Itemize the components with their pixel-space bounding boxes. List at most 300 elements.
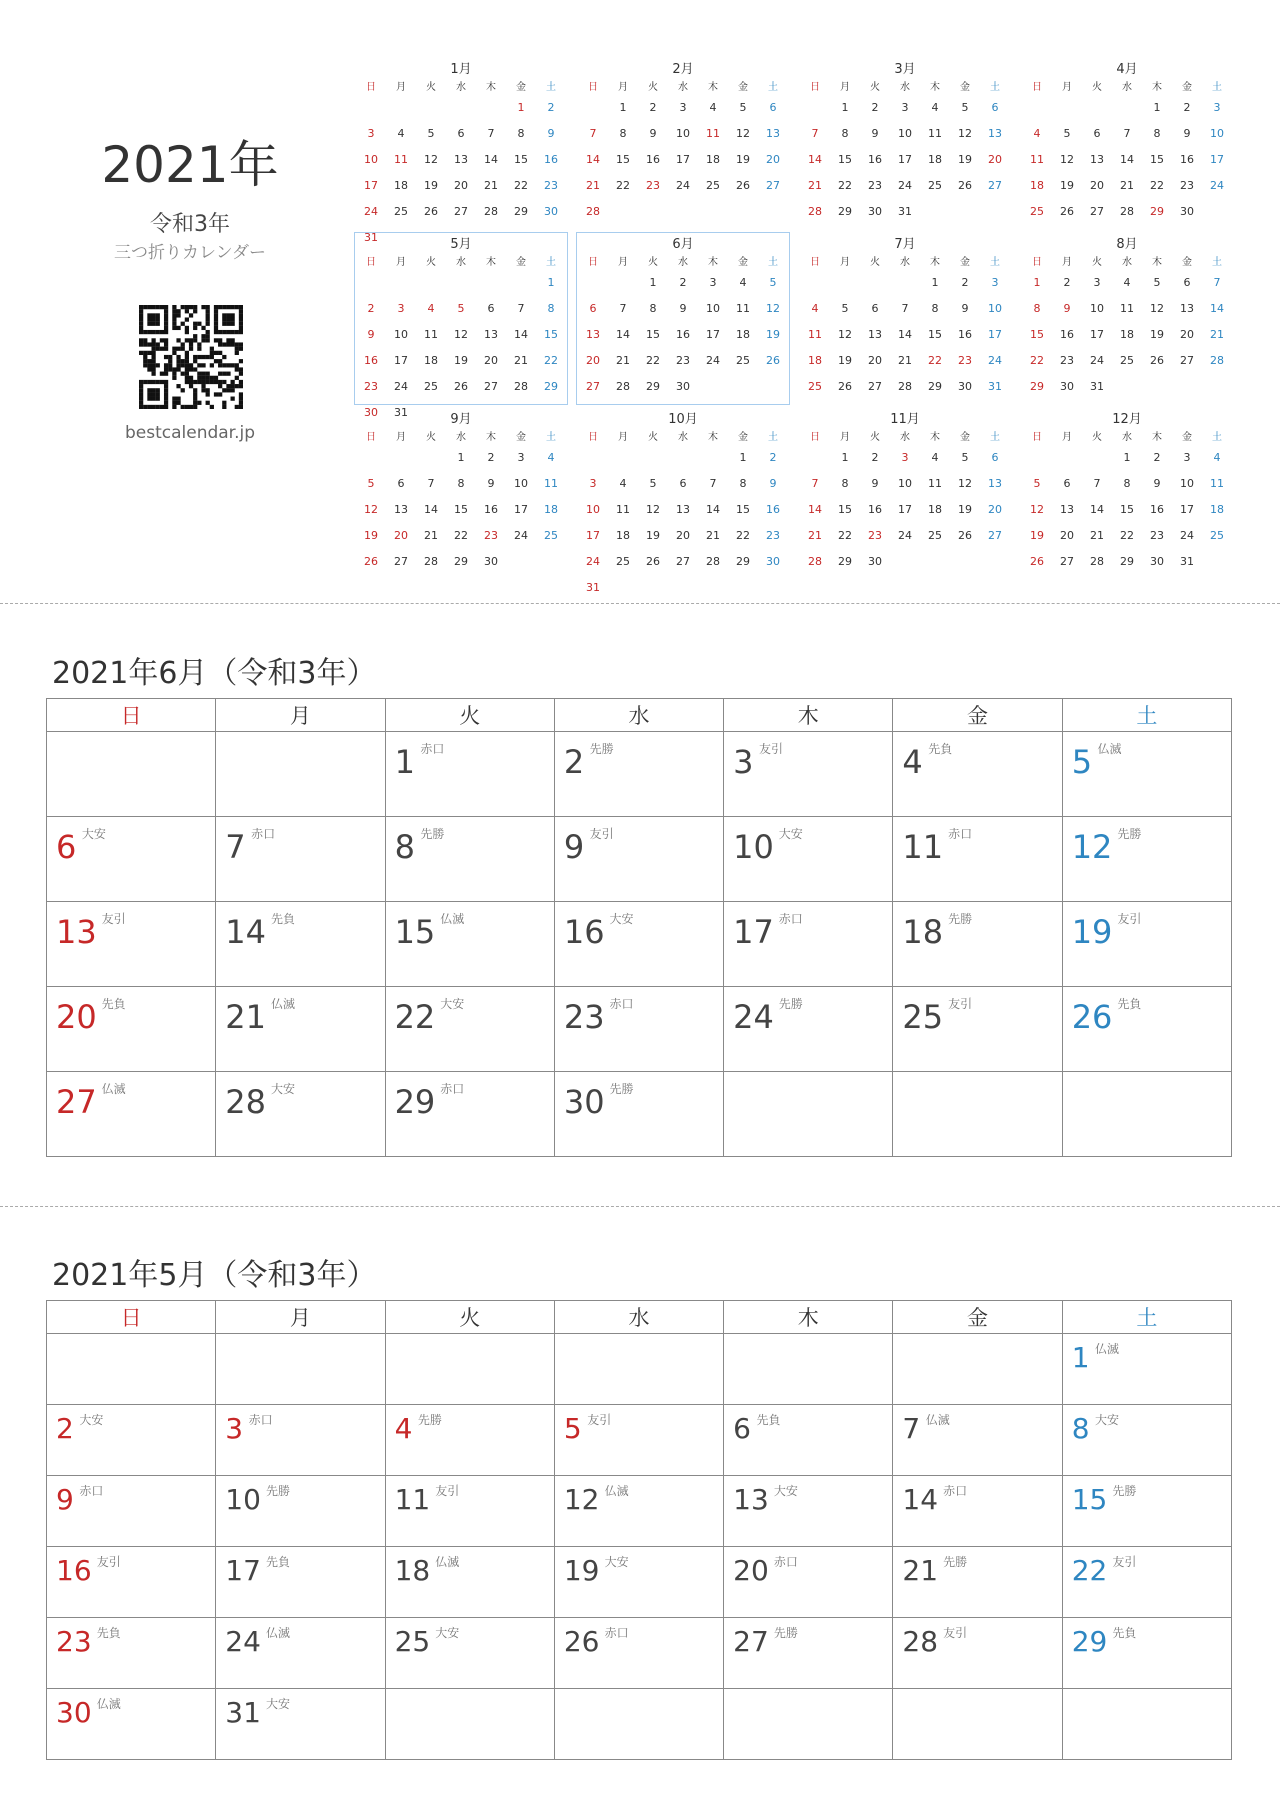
day-cell[interactable]: [1062, 1334, 1231, 1405]
mini-day: 22: [454, 529, 468, 542]
day-cell[interactable]: [216, 902, 385, 987]
mini-day: 6: [589, 302, 597, 315]
mini-weekday: 火: [1092, 82, 1102, 93]
day-cell[interactable]: [385, 1547, 554, 1618]
mini-day: 24: [988, 354, 1002, 367]
mini-day: 13: [988, 127, 1002, 140]
day-cell[interactable]: [893, 1689, 1062, 1760]
day-cell[interactable]: [893, 1072, 1062, 1157]
rokuyo-label: 大安: [1095, 1413, 1120, 1427]
mini-day: 27: [1090, 205, 1104, 218]
mini-week-row: [578, 150, 788, 176]
rokuyo-label: 友引: [1112, 1555, 1137, 1569]
mini-week-row: [578, 500, 788, 526]
rokuyo-label: 先負: [266, 1555, 291, 1569]
qr-code-icon[interactable]: [139, 305, 243, 409]
rokuyo-label: 先勝: [773, 1626, 798, 1640]
mini-weekday: 水: [456, 432, 466, 443]
mini-day: 10: [586, 503, 600, 516]
rokuyo-label: 大安: [609, 912, 634, 926]
day-cell[interactable]: [724, 1618, 893, 1689]
mini-month: [1022, 62, 1232, 228]
mini-week-row: [800, 98, 1010, 124]
day-cell[interactable]: [893, 987, 1062, 1072]
mini-weekday: 月: [1062, 257, 1072, 268]
mini-day: [668, 202, 698, 228]
mini-day: 13: [586, 328, 600, 341]
mini-day: 15: [1150, 153, 1164, 166]
mini-day: 10: [514, 477, 528, 490]
mini-day: 27: [484, 380, 498, 393]
day-number: 15: [1071, 1483, 1108, 1516]
day-cell[interactable]: [893, 732, 1062, 817]
day-cell[interactable]: [216, 987, 385, 1072]
mini-day: 4: [1033, 127, 1041, 140]
mini-day: 29: [1030, 380, 1044, 393]
mini-day: 3: [679, 101, 687, 114]
mini-day: 21: [424, 529, 438, 542]
day-cell[interactable]: [47, 1547, 216, 1618]
week-row: [47, 1476, 1232, 1547]
day-number: 29: [1071, 1625, 1108, 1658]
day-cell[interactable]: [1062, 1476, 1231, 1547]
mini-day: 20: [454, 179, 468, 192]
day-cell[interactable]: [385, 1618, 554, 1689]
day-cell[interactable]: [216, 1072, 385, 1157]
rokuyo-label: 赤口: [248, 1413, 273, 1427]
mini-day: 8: [1123, 477, 1131, 490]
mini-day: 16: [646, 153, 660, 166]
mini-day: 23: [1060, 354, 1074, 367]
day-cell[interactable]: [47, 902, 216, 987]
mini-day: 15: [646, 328, 660, 341]
mini-day: 18: [1030, 179, 1044, 192]
day-number: 24: [225, 1625, 261, 1658]
day-cell[interactable]: [385, 732, 554, 817]
mini-day: 24: [676, 179, 690, 192]
mini-day: [890, 273, 920, 299]
mini-weekday: 水: [456, 82, 466, 93]
week-row: [47, 817, 1232, 902]
day-cell[interactable]: [47, 1334, 216, 1405]
day-cell[interactable]: [47, 1476, 216, 1547]
mini-day: 24: [1210, 179, 1224, 192]
mini-day: 5: [841, 302, 849, 315]
mini-day: 20: [1090, 179, 1104, 192]
mini-day: 30: [364, 406, 378, 419]
mini-weekday: 月: [396, 82, 406, 93]
mini-day: 1: [547, 276, 555, 289]
mini-weekday: 火: [426, 82, 436, 93]
day-cell[interactable]: [47, 1618, 216, 1689]
day-cell[interactable]: [1062, 987, 1231, 1072]
mini-day: 18: [1210, 503, 1224, 516]
day-cell[interactable]: [216, 1689, 385, 1760]
day-cell[interactable]: [554, 1072, 723, 1157]
mini-day: 15: [454, 503, 468, 516]
day-cell[interactable]: [385, 902, 554, 987]
mini-weekday: 月: [618, 82, 628, 93]
mini-day: [698, 578, 728, 604]
day-cell[interactable]: [554, 732, 723, 817]
mini-day: 15: [616, 153, 630, 166]
mini-day: 30: [958, 380, 972, 393]
mini-day: 1: [517, 101, 525, 114]
mini-weekday: 土: [768, 257, 778, 268]
mini-day: 4: [547, 451, 555, 464]
day-cell[interactable]: [216, 1405, 385, 1476]
day-cell[interactable]: [1062, 1618, 1231, 1689]
day-cell[interactable]: [1062, 1405, 1231, 1476]
day-cell[interactable]: [385, 817, 554, 902]
mini-day: 14: [898, 328, 912, 341]
day-cell[interactable]: [554, 1476, 723, 1547]
day-number: 23: [563, 998, 605, 1036]
day-number: 12: [563, 1483, 600, 1516]
mini-week-row: [1022, 124, 1232, 150]
mini-day: [950, 552, 980, 578]
mini-weekday: 木: [1152, 82, 1162, 93]
mini-day: 21: [1090, 529, 1104, 542]
day-number: 1: [394, 743, 415, 781]
day-cell[interactable]: [1062, 732, 1231, 817]
mini-day: 6: [991, 101, 999, 114]
mini-weekday: 水: [1122, 432, 1132, 443]
mini-day: 1: [1033, 276, 1041, 289]
mini-weekday: 火: [870, 82, 880, 93]
mini-weekday: 水: [678, 432, 688, 443]
may-calendar: [46, 1300, 1232, 1760]
mini-week-row: [356, 500, 566, 526]
day-number: 3: [733, 743, 754, 781]
mini-day: 21: [484, 179, 498, 192]
rokuyo-label: 仏滅: [604, 1484, 629, 1498]
mini-day: 28: [808, 555, 822, 568]
day-cell[interactable]: [47, 1405, 216, 1476]
day-cell[interactable]: [47, 1689, 216, 1760]
mini-day: 29: [454, 555, 468, 568]
day-cell[interactable]: [724, 1072, 893, 1157]
day-cell[interactable]: [216, 1334, 385, 1405]
mini-weekday: 月: [618, 257, 628, 268]
mini-weekday: 火: [426, 432, 436, 443]
mini-day: 2: [1153, 451, 1161, 464]
mini-day: 27: [988, 529, 1002, 542]
day-cell[interactable]: [216, 817, 385, 902]
day-cell[interactable]: [385, 1476, 554, 1547]
mini-day: 26: [1150, 354, 1164, 367]
rokuyo-label: 仏滅: [435, 1555, 460, 1569]
mini-day: 8: [739, 477, 747, 490]
mini-day: 1: [457, 451, 465, 464]
day-cell[interactable]: [893, 1334, 1062, 1405]
mini-day: [758, 578, 788, 604]
mini-day: [476, 98, 506, 124]
day-cell[interactable]: [724, 987, 893, 1072]
mini-day: 1: [739, 451, 747, 464]
mini-day: 15: [736, 503, 750, 516]
mini-day: 19: [958, 503, 972, 516]
mini-month: [1022, 237, 1232, 403]
mini-day: 3: [901, 451, 909, 464]
rokuyo-label: 大安: [435, 1626, 460, 1640]
site-url[interactable]: bestcalendar.jp: [124, 423, 256, 443]
mini-day: 23: [1180, 179, 1194, 192]
mini-week-row: [1022, 377, 1232, 403]
mini-day: 4: [709, 101, 717, 114]
mini-day: [950, 202, 980, 228]
mini-day: 12: [958, 127, 972, 140]
day-number: 4: [394, 1412, 413, 1445]
mini-weekday: 金: [738, 82, 748, 93]
mini-day: 5: [1033, 477, 1041, 490]
mini-day: 21: [514, 354, 528, 367]
day-cell[interactable]: [385, 987, 554, 1072]
day-cell[interactable]: [893, 1476, 1062, 1547]
mini-day: 25: [424, 380, 438, 393]
mini-day: 16: [766, 503, 780, 516]
day-number: 18: [394, 1554, 431, 1587]
mini-weekday: 火: [870, 257, 880, 268]
day-cell[interactable]: [385, 1334, 554, 1405]
rokuyo-label: 赤口: [251, 827, 276, 841]
day-number: 30: [563, 1083, 605, 1121]
mini-day: 10: [1180, 477, 1194, 490]
rokuyo-label: 友引: [758, 742, 783, 756]
mini-week-row: [1022, 474, 1232, 500]
day-number: 14: [225, 913, 266, 951]
mini-week-row: [1022, 500, 1232, 526]
rokuyo-label: 大安: [773, 1484, 798, 1498]
mini-day: 18: [706, 153, 720, 166]
mini-weekday: 土: [546, 82, 556, 93]
day-cell[interactable]: [216, 1476, 385, 1547]
day-cell[interactable]: [1062, 902, 1231, 987]
day-cell[interactable]: [554, 1689, 723, 1760]
rokuyo-label: 先勝: [948, 912, 973, 926]
mini-week-row: [800, 377, 1010, 403]
mini-month: [800, 412, 1010, 578]
mini-weekday: 火: [648, 82, 658, 93]
day-cell[interactable]: [724, 1405, 893, 1476]
mini-day: [1052, 98, 1082, 124]
day-cell[interactable]: [385, 1072, 554, 1157]
mini-day: 19: [454, 354, 468, 367]
rokuyo-label: 先勝: [420, 827, 445, 841]
mini-day: 11: [544, 477, 558, 490]
mini-day: [386, 98, 416, 124]
mini-day: 17: [394, 354, 408, 367]
mini-weekday-row: [800, 78, 1010, 98]
mini-day: 31: [586, 581, 600, 594]
day-number: 22: [394, 998, 436, 1036]
mini-day: [608, 578, 638, 604]
mini-day: 28: [514, 380, 528, 393]
mini-day: [416, 448, 446, 474]
day-cell[interactable]: [216, 732, 385, 817]
mini-day: 11: [1030, 153, 1044, 166]
mini-weekday-row: [578, 428, 788, 448]
day-cell[interactable]: [893, 1405, 1062, 1476]
mini-day: 7: [589, 127, 597, 140]
day-cell[interactable]: [724, 1547, 893, 1618]
mini-day: [1082, 98, 1112, 124]
mini-day: 24: [898, 179, 912, 192]
rokuyo-label: 赤口: [79, 1484, 104, 1498]
day-number: 30: [56, 1696, 92, 1729]
mini-week-row: [800, 325, 1010, 351]
mini-day: 24: [586, 555, 600, 568]
rokuyo-label: 友引: [943, 1626, 968, 1640]
day-cell[interactable]: [724, 732, 893, 817]
day-cell[interactable]: [385, 1405, 554, 1476]
mini-day: 20: [1060, 529, 1074, 542]
mini-day: 12: [454, 328, 468, 341]
mini-day: 2: [871, 451, 879, 464]
mini-day: 13: [454, 153, 468, 166]
day-cell[interactable]: [1062, 1072, 1231, 1157]
rokuyo-label: 赤口: [604, 1626, 629, 1640]
day-cell[interactable]: [1062, 817, 1231, 902]
mini-day: 26: [646, 555, 660, 568]
mini-day: 7: [811, 127, 819, 140]
mini-day: 5: [1153, 276, 1161, 289]
mini-week-row: [578, 578, 788, 604]
mini-day: 4: [1213, 451, 1221, 464]
day-number: 1: [1071, 1341, 1090, 1374]
mini-day: 9: [961, 302, 969, 315]
day-cell[interactable]: [554, 1547, 723, 1618]
day-cell[interactable]: [47, 817, 216, 902]
mini-day: 30: [676, 380, 690, 393]
mini-day: [800, 273, 830, 299]
mini-day: 19: [1150, 328, 1164, 341]
mini-day: 17: [514, 503, 528, 516]
mini-weekday: 月: [840, 432, 850, 443]
mini-day: 24: [706, 354, 720, 367]
day-cell[interactable]: [554, 817, 723, 902]
rokuyo-label: 先負: [1117, 997, 1142, 1011]
mini-week-row: [1022, 351, 1232, 377]
mini-week-row: [800, 124, 1010, 150]
mini-week-row: [800, 299, 1010, 325]
day-number: 16: [56, 1554, 92, 1587]
day-cell[interactable]: [724, 1476, 893, 1547]
mini-month-title: 10月: [668, 412, 698, 427]
mini-day: [386, 448, 416, 474]
mini-day: 27: [394, 555, 408, 568]
mini-day: 7: [901, 302, 909, 315]
day-cell[interactable]: [47, 732, 216, 817]
mini-day: 27: [454, 205, 468, 218]
day-number: 8: [394, 828, 415, 866]
day-cell[interactable]: [893, 817, 1062, 902]
mini-weekday-row: [800, 428, 1010, 448]
day-cell[interactable]: [47, 987, 216, 1072]
day-cell[interactable]: [724, 902, 893, 987]
mini-weekday: 土: [1212, 82, 1222, 93]
day-cell[interactable]: [47, 1072, 216, 1157]
mini-day: 8: [1153, 127, 1161, 140]
mini-weekday: 水: [1122, 257, 1132, 268]
day-cell[interactable]: [554, 1405, 723, 1476]
mini-day: 28: [706, 555, 720, 568]
mini-weekday: 月: [396, 432, 406, 443]
day-number: 27: [56, 1083, 97, 1121]
mini-day: 18: [1120, 328, 1134, 341]
day-cell[interactable]: [554, 1334, 723, 1405]
mini-weekday: 土: [990, 257, 1000, 268]
day-cell[interactable]: [893, 1547, 1062, 1618]
day-cell[interactable]: [554, 1618, 723, 1689]
day-number: 4: [902, 743, 923, 781]
day-cell[interactable]: [554, 987, 723, 1072]
mini-day: 18: [928, 503, 942, 516]
mini-month-title: 9月: [450, 412, 472, 427]
mini-weekday: 金: [738, 257, 748, 268]
mini-day: [1022, 448, 1052, 474]
era-title: 令和3年: [150, 212, 230, 237]
day-cell[interactable]: [893, 1618, 1062, 1689]
day-cell[interactable]: [1062, 1547, 1231, 1618]
mini-week-row: [578, 176, 788, 202]
day-cell[interactable]: [1062, 1689, 1231, 1760]
mini-week-row: [578, 552, 788, 578]
rokuyo-label: 先勝: [1117, 827, 1142, 841]
mini-day: 16: [484, 503, 498, 516]
mini-weekday: 火: [1092, 432, 1102, 443]
mini-week-row: [800, 150, 1010, 176]
day-number: 26: [563, 1625, 600, 1658]
mini-weekday: 日: [810, 82, 820, 93]
day-cell[interactable]: [216, 1547, 385, 1618]
mini-day: 21: [616, 354, 630, 367]
mini-day: 30: [1150, 555, 1164, 568]
mini-weekday: 金: [516, 257, 526, 268]
day-cell[interactable]: [216, 1618, 385, 1689]
day-cell[interactable]: [724, 1334, 893, 1405]
rokuyo-label: 仏滅: [925, 1413, 950, 1427]
mini-weekday: 金: [516, 82, 526, 93]
mini-week-row: [356, 150, 566, 176]
mini-day: 2: [367, 302, 375, 315]
day-cell[interactable]: [724, 817, 893, 902]
mini-day: 2: [1063, 276, 1071, 289]
day-cell[interactable]: [385, 1689, 554, 1760]
mini-month: [356, 62, 566, 254]
fold-line-bottom: [0, 1206, 1280, 1207]
rokuyo-label: 先勝: [266, 1484, 291, 1498]
mini-day: 7: [619, 302, 627, 315]
mini-day: 11: [424, 328, 438, 341]
mini-weekday: 月: [618, 432, 628, 443]
mini-day: 11: [394, 153, 408, 166]
day-cell[interactable]: [893, 902, 1062, 987]
day-cell[interactable]: [724, 1689, 893, 1760]
mini-day: 13: [484, 328, 498, 341]
day-number: 29: [394, 1083, 436, 1121]
mini-day: [980, 202, 1010, 228]
mini-week-row: [356, 552, 566, 578]
mini-day: 11: [928, 127, 942, 140]
mini-day: 13: [1060, 503, 1074, 516]
day-cell[interactable]: [554, 902, 723, 987]
rokuyo-label: 赤口: [440, 1082, 465, 1096]
mini-week-row: [1022, 176, 1232, 202]
day-number: 5: [1071, 743, 1093, 781]
mini-day: 20: [1180, 328, 1194, 341]
day-number: 20: [733, 1554, 769, 1587]
